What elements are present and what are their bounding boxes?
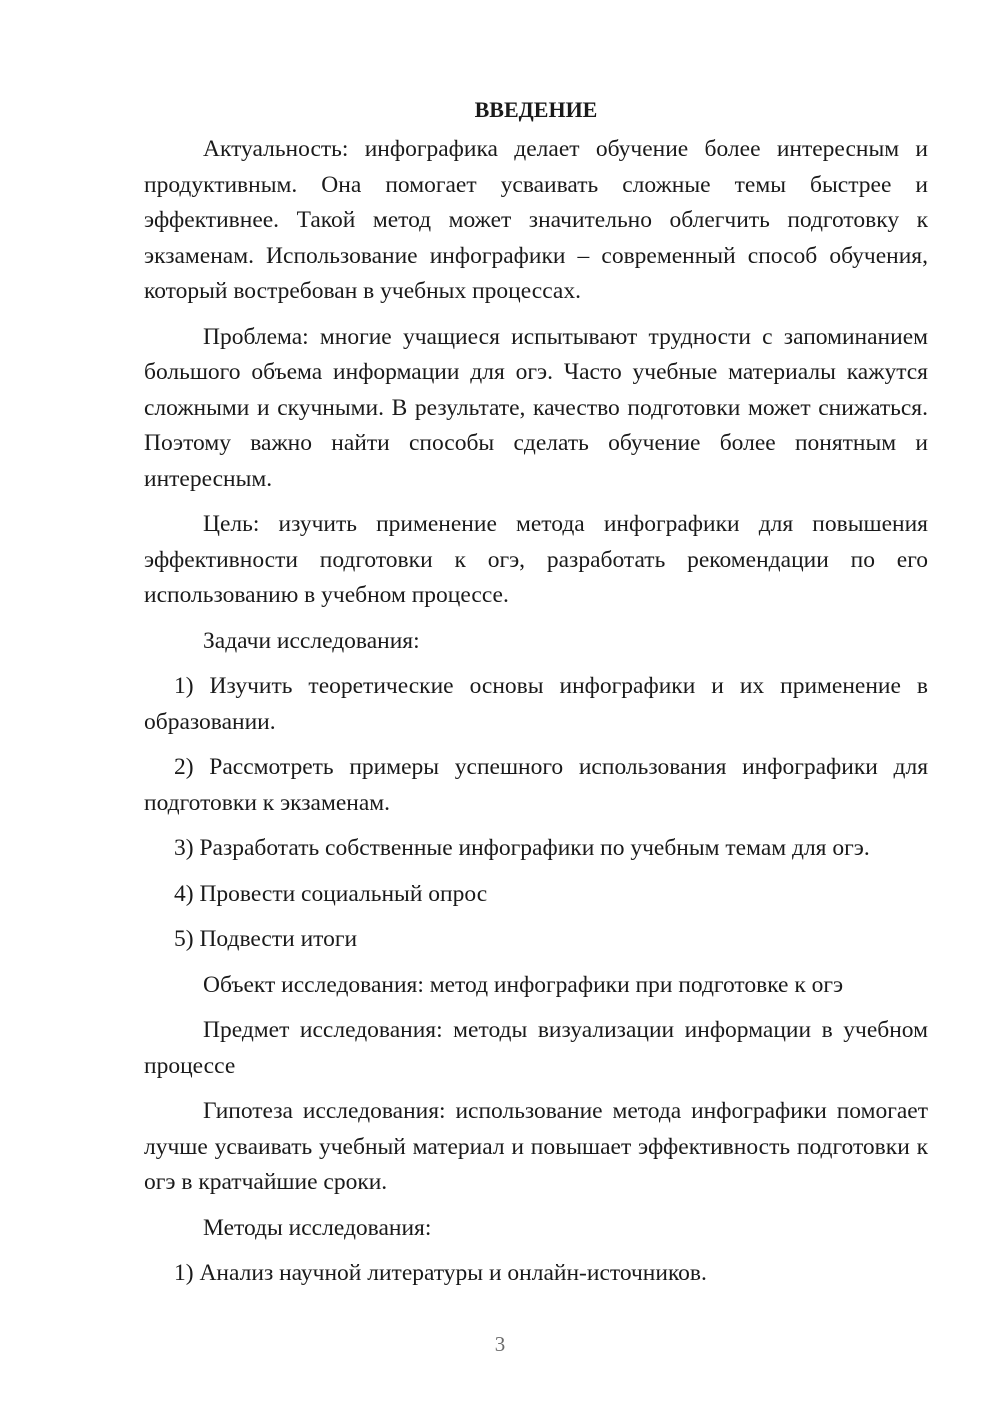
tasks-heading: Задачи исследования:: [203, 627, 420, 654]
page-content: [144, 92, 928, 1302]
problem-paragraph: Проблема: многие учащиеся испытывают трудности с запоминанием большого объема информации для огэ. Часто учебные материалы кажутся сложными и скучными. В результате, качество подготовки может снижаться. Поэтому важно найти способы сделать обучение более понятным и интересным.: [144, 323, 928, 492]
relevance-paragraph: Актуальность: инфографика делает обучение более интересным и продуктивным. Она помогает усваивать сложные темы быстрее и эффективнее. Такой метод может значительно облегчить подготовку к экзаменам. Использование инфографики – современный способ обучения, который востребован в учебных процессах.: [144, 136, 928, 304]
task-item-4: 4) Провести социальный опрос: [174, 880, 488, 907]
object-paragraph: Объект исследования: метод инфографики при подготовке к огэ: [203, 971, 844, 998]
task-item-5: 5) Подвести итоги: [174, 926, 358, 952]
goal-paragraph: Цель: изучить применение метода инфографики для повышения эффективности подготовки к огэ, разработать рекомендации по его использованию в учебном процессе.: [144, 511, 928, 608]
task-item-3: 3) Разработать собственные инфографики по учебным темам для огэ.: [174, 835, 870, 861]
task-item-2: 2) Рассмотреть примеры успешного использования инфографики для подготовки к экзаменам.: [144, 754, 928, 816]
method-item-1: 1) Анализ научной литературы и онлайн-источников.: [174, 1260, 707, 1286]
section-title: ВВЕДЕНИЕ: [474, 97, 598, 122]
task-item-1: 1) Изучить теоретические основы инфографики и их применение в образовании.: [144, 673, 928, 735]
subject-paragraph: Предмет исследования: методы визуализации информации в учебном процессе: [144, 1017, 928, 1079]
page-number: 3: [494, 1332, 506, 1356]
methods-heading: Методы исследования:: [203, 1214, 432, 1241]
hypothesis-paragraph: Гипотеза исследования: использование метода инфографики помогает лучше усваивать учебный материал и повышает эффективность подготовки к огэ в кратчайшие сроки.: [144, 1098, 928, 1195]
